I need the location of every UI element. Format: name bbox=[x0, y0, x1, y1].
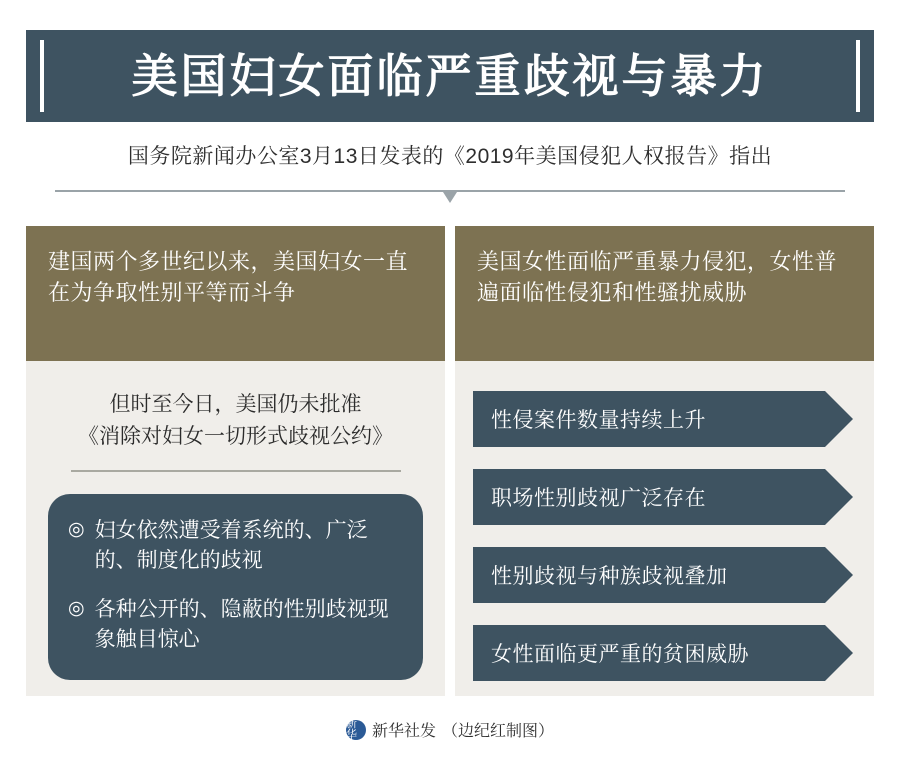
title-rule-left bbox=[40, 40, 44, 112]
title-band bbox=[26, 30, 874, 122]
panel-right-header: 美国女性面临严重暴力侵犯，女性普遍面临性侵犯和性骚扰威胁 bbox=[455, 226, 874, 361]
panel-left-divider bbox=[71, 470, 401, 472]
chevron-item: 女性面临更严重的贫困威胁 bbox=[473, 625, 825, 681]
footer-credit: （边纪红制图） bbox=[442, 723, 555, 740]
chevron-item: 职场性别歧视广泛存在 bbox=[473, 469, 825, 525]
panel-left-lead bbox=[26, 361, 445, 452]
chevron-item: 性别歧视与种族歧视叠加 bbox=[473, 547, 825, 603]
panel-left-lead-line1: 但时至今日，美国仍未批准 bbox=[109, 393, 362, 416]
list-item-label: 妇女依然遭受着系统的、广泛的、制度化的歧视 bbox=[94, 519, 368, 573]
chevron-item: 性侵案件数量持续上升 bbox=[473, 391, 825, 447]
panel-left-bullet-card bbox=[48, 494, 423, 680]
title-rule-right bbox=[856, 40, 860, 112]
page-title: 美国妇女面临严重歧视与暴力 bbox=[131, 50, 769, 102]
panel-left bbox=[26, 226, 445, 696]
panel-right bbox=[455, 226, 874, 696]
bullet-marker-icon: ◎ bbox=[68, 597, 85, 619]
xinhua-logo-icon: 新华 bbox=[346, 720, 366, 740]
panel-left-header: 建国两个多世纪以来，美国妇女一直在为争取性别平等而斗争 bbox=[26, 226, 445, 361]
subtitle: 国务院新闻办公室3月13日发表的《2019年美国侵犯人权报告》指出 bbox=[127, 145, 773, 168]
list-item-label: 各种公开的、隐蔽的性别歧视现象触目惊心 bbox=[94, 597, 389, 652]
footer bbox=[0, 718, 900, 741]
connector-arrow-icon bbox=[443, 192, 457, 206]
list-item bbox=[68, 516, 403, 577]
panel-left-lead-line2: 《消除对妇女一切形式歧视公约》 bbox=[78, 424, 393, 448]
panels-container bbox=[26, 226, 874, 696]
footer-agency: 新华社发 bbox=[371, 723, 436, 740]
panel-right-chevron-list bbox=[455, 361, 874, 681]
list-item bbox=[68, 595, 403, 656]
bullet-marker-icon: ◎ bbox=[68, 519, 85, 540]
